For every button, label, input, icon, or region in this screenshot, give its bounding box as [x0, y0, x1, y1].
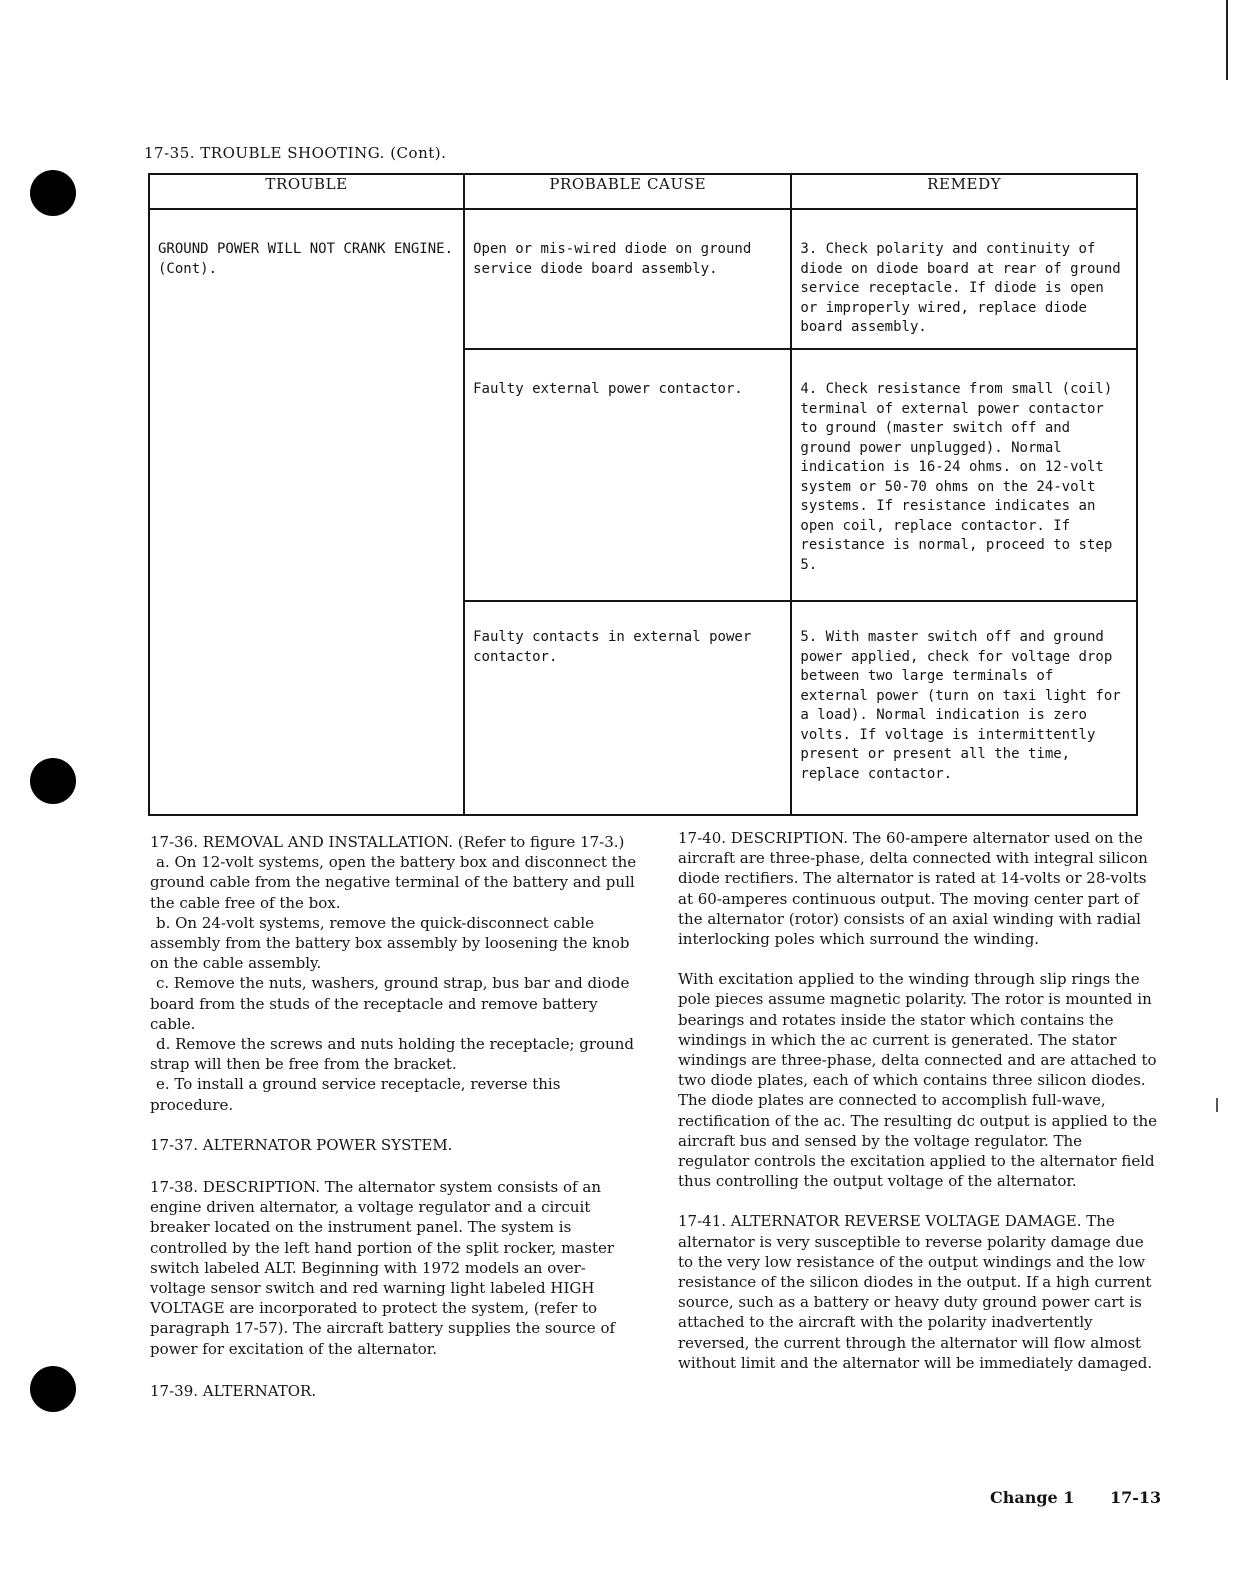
paragraph-17-37: 17-37. ALTERNATOR POWER SYSTEM. — [150, 1135, 453, 1154]
binder-hole-top — [30, 170, 76, 216]
table-header-row — [149, 174, 1137, 209]
header-probable-cause: PROBABLE CAUSE — [464, 174, 791, 209]
trouble-shooting-table — [148, 173, 1138, 816]
paragraph-17-40: 17-40. DESCRIPTION. The 60-ampere alternator used on the aircraft are three-phase, delta connected with integral silicon diode rectifiers. The alternator is rated at 14-volts or 28-volts at 60-amperes continuous output. The moving center part of the alternator (rotor) consists of an axial winding with radial interlocking poles which surround the winding. — [678, 829, 1148, 949]
paragraph-17-38: 17-38. DESCRIPTION. The alternator system consists of an engine driven alternator, a voltage regulator and a circuit breaker located on the instrument panel. The system is controlled by the left hand portion of the split rocker, master switch labeled ALT. Beginning with 1972 models an over-voltage sensor switch and red warning light labeled HIGH VOLTAGE are incorporated to protect the system, (refer to paragraph 17-57). The aircraft battery supplies the source of power for excitation of the alternator. — [150, 1178, 616, 1358]
step-e: e. To install a ground service receptacle, reverse this procedure. — [150, 1075, 561, 1114]
table-row — [149, 209, 1137, 349]
header-trouble: TROUBLE — [149, 174, 464, 209]
right-text-column — [678, 828, 1158, 1373]
binder-hole-bottom — [30, 1366, 76, 1412]
step-d: d. Remove the screws and nuts holding the receptacle; ground strap will then be free from the bracket. — [150, 1035, 635, 1074]
footer-change-label: Change 1 — [990, 1488, 1075, 1507]
cause-cell: Faulty external power contactor. — [464, 349, 791, 601]
binder-hole-middle — [30, 758, 76, 804]
trouble-cell: GROUND POWER WILL NOT CRANK ENGINE. (Cont). — [149, 209, 464, 815]
header-remedy: REMEDY — [791, 174, 1137, 209]
remedy-cell: 5. With master switch off and ground power applied, check for voltage drop between two large terminals of external power (turn on taxi light for a load). Normal indication is zero volts. If voltage is intermittently present or present all the time, replace contactor. — [791, 601, 1137, 815]
footer-page-number: 17-13 — [1110, 1488, 1162, 1507]
page-edge-tick — [1216, 1098, 1218, 1112]
remedy-cell: 3. Check polarity and continuity of diode on diode board at rear of ground service receptacle. If diode is open or improperly wired, replace diode board assembly. — [791, 209, 1137, 349]
paragraph-17-36-heading: 17-36. REMOVAL AND INSTALLATION. (Refer to figure 17-3.) — [150, 833, 625, 851]
paragraph-17-39: 17-39. ALTERNATOR. — [150, 1381, 317, 1400]
remedy-cell: 4. Check resistance from small (coil) terminal of external power contactor to ground (master switch off and ground power unplugged). Normal indication is 16-24 ohms. on 12-volt system or 50-70 ohms on the 24-volt systems. If resistance indicates an open coil, replace contactor. If resistance is normal, proceed to step 5. — [791, 349, 1137, 601]
left-text-column — [150, 832, 640, 1401]
cause-cell: Faulty contacts in external power contactor. — [464, 601, 791, 815]
page-edge-line — [1226, 0, 1228, 80]
section-heading: 17-35. TROUBLE SHOOTING. (Cont). — [144, 144, 447, 162]
cause-cell: Open or mis-wired diode on ground service diode board assembly. — [464, 209, 791, 349]
step-c: c. Remove the nuts, washers, ground strap, bus bar and diode board from the studs of the receptacle and remove battery cable. — [150, 974, 630, 1033]
paragraph-excitation: With excitation applied to the winding through slip rings the pole pieces assume magnetic polarity. The rotor is mounted in bearings and rotates inside the stator which contains the windings in which the ac current is generated. The stator windings are three-phase, delta connected and are attached to two diode plates, each of which contains three silicon diodes. The diode plates are connected to accomplish full-wave, rectification of the ac. The resulting dc output is applied to the aircraft bus and sensed by the voltage regulator. The regulator controls the excitation applied to the alternator field thus controlling the output voltage of the alternator. — [678, 970, 1158, 1191]
paragraph-17-41: 17-41. ALTERNATOR REVERSE VOLTAGE DAMAGE. The alternator is very susceptible to reverse polarity damage due to the very low resistance of the output windings and the low resistance of the silicon diodes in the output. If a high current source, such as a battery or heavy duty ground power cart is attached to the aircraft with the polarity inadvertently reversed, the current through the alternator will flow almost without limit and the alternator will be immediately damaged. — [678, 1212, 1153, 1372]
step-a: a. On 12-volt systems, open the battery box and disconnect the ground cable from the negative terminal of the battery and pull the cable free of the box. — [150, 853, 637, 912]
step-b: b. On 24-volt systems, remove the quick-disconnect cable assembly from the battery box assembly by loosening the knob on the cable assembly. — [150, 913, 630, 973]
